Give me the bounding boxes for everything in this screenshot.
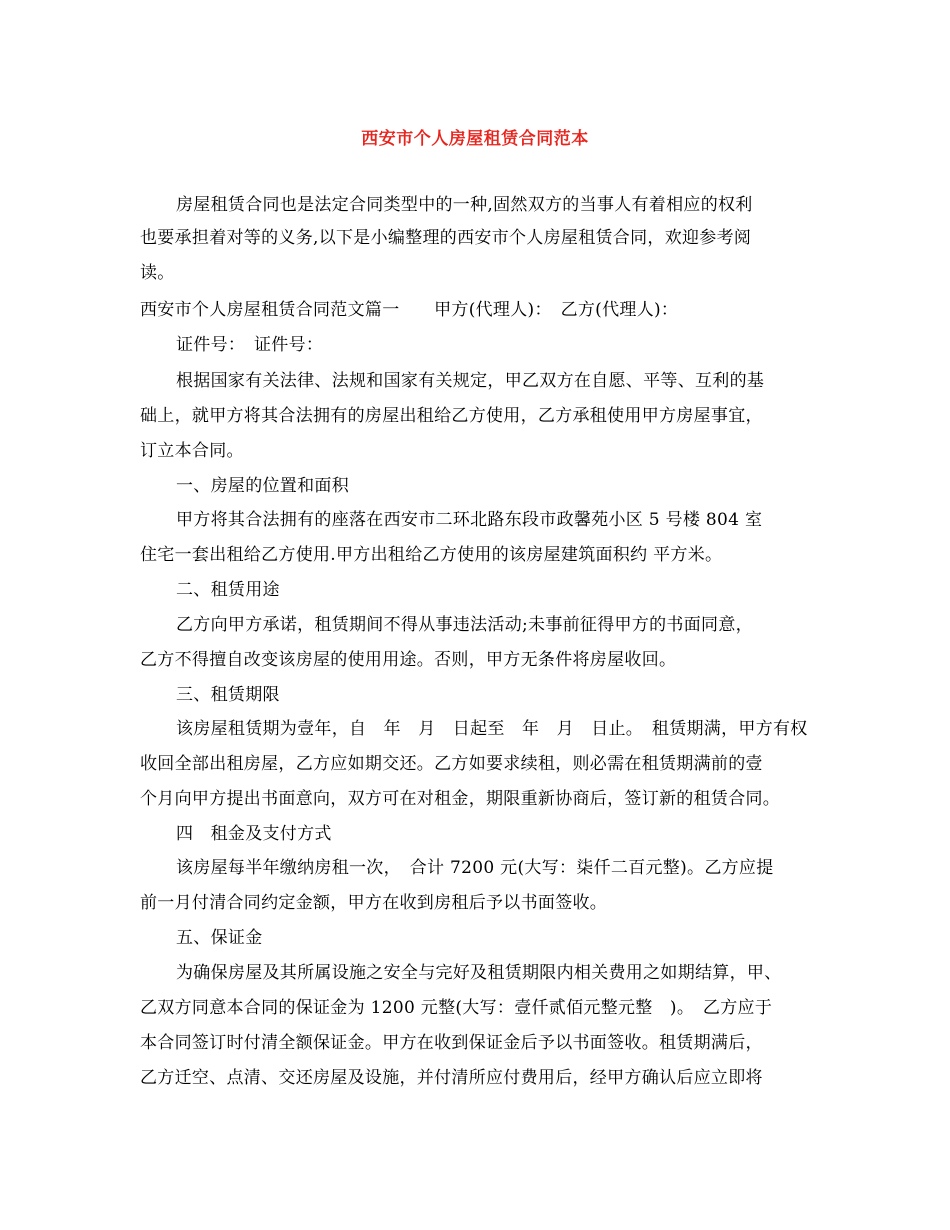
paragraph-line: 乙方向甲方承诺，租赁期间不得从事违法活动;未事前征得甲方的书面同意， — [176, 615, 753, 635]
paragraph-line: 也要承担着对等的义务,以下是小编整理的西安市个人房屋租赁合同，欢迎参考阅 — [140, 228, 752, 248]
paragraph-line: 乙方不得擅自改变该房屋的使用用途。否则，甲方无条件将房屋收回。 — [140, 650, 677, 670]
paragraph-line: 前一月付清合同约定金额，甲方在收到房租后予以书面签收。 — [140, 893, 608, 913]
paragraph-line: 为确保房屋及其所属设施之安全与完好及租赁期限内相关费用之如期结算，甲、 — [176, 963, 782, 983]
paragraph-line: 订立本合同。 — [140, 441, 244, 461]
paragraph-line: 乙双方同意本合同的保证金为 1200 元整(大写：壹仟贰佰元整元整 )。 乙方应于 — [140, 998, 773, 1018]
section-heading: 二、租赁用途 — [176, 580, 280, 600]
section-heading: 五、保证金 — [176, 928, 263, 948]
paragraph-line: 该房屋每半年缴纳房租一次， 合计 7200 元(大写：柒仟二百元整)。乙方应提 — [176, 858, 774, 878]
paragraph-line: 收回全部出租房屋，乙方应如期交还。乙方如要求续租，则必需在租赁期满前的壹 — [140, 754, 763, 774]
section-heading: 三、租赁期限 — [176, 685, 280, 705]
paragraph-line: 房屋租赁合同也是法定合同类型中的一种,固然双方的当事人有着相应的权利 — [176, 195, 753, 215]
section-heading: 一、房屋的位置和面积 — [176, 476, 349, 496]
party-header-line: 西安市个人房屋租赁合同范文篇一 甲方(代理人)： 乙方(代理人)： — [140, 300, 679, 320]
paragraph-line: 住宅一套出租给乙方使用.甲方出租给乙方使用的该房屋建筑面积约 平方米。 — [140, 545, 723, 565]
paragraph-line: 甲方将其合法拥有的座落在西安市二环北路东段市政馨苑小区 5 号楼 804 室 — [176, 510, 763, 530]
paragraph-line: 乙方迁空、点清、交还房屋及设施，并付清所应付费用后，经甲方确认后应立即将 — [140, 1068, 763, 1088]
paragraph-line: 础上，就甲方将其合法拥有的房屋出租给乙方使用，乙方承租使用甲方房屋事宜， — [140, 406, 763, 426]
paragraph-line: 读。 — [140, 263, 175, 283]
paragraph-line: 该房屋租赁期为壹年，自 年 月 日起至 年 月 日止。 租赁期满，甲方有权 — [176, 719, 808, 739]
paragraph-line: 根据国家有关法律、法规和国家有关规定，甲乙双方在自愿、平等、互利的基 — [176, 371, 765, 391]
id-number-line: 证件号： 证件号： — [176, 335, 324, 355]
document-title: 西安市个人房屋租赁合同范本 — [361, 129, 589, 149]
section-heading: 四 租金及支付方式 — [176, 824, 332, 844]
paragraph-line: 个月向甲方提出书面意向，双方可在对租金，期限重新协商后，签订新的租赁合同。 — [140, 789, 781, 809]
paragraph-line: 本合同签订时付清全额保证金。甲方在收到保证金后予以书面签收。租赁期满后， — [140, 1033, 763, 1053]
